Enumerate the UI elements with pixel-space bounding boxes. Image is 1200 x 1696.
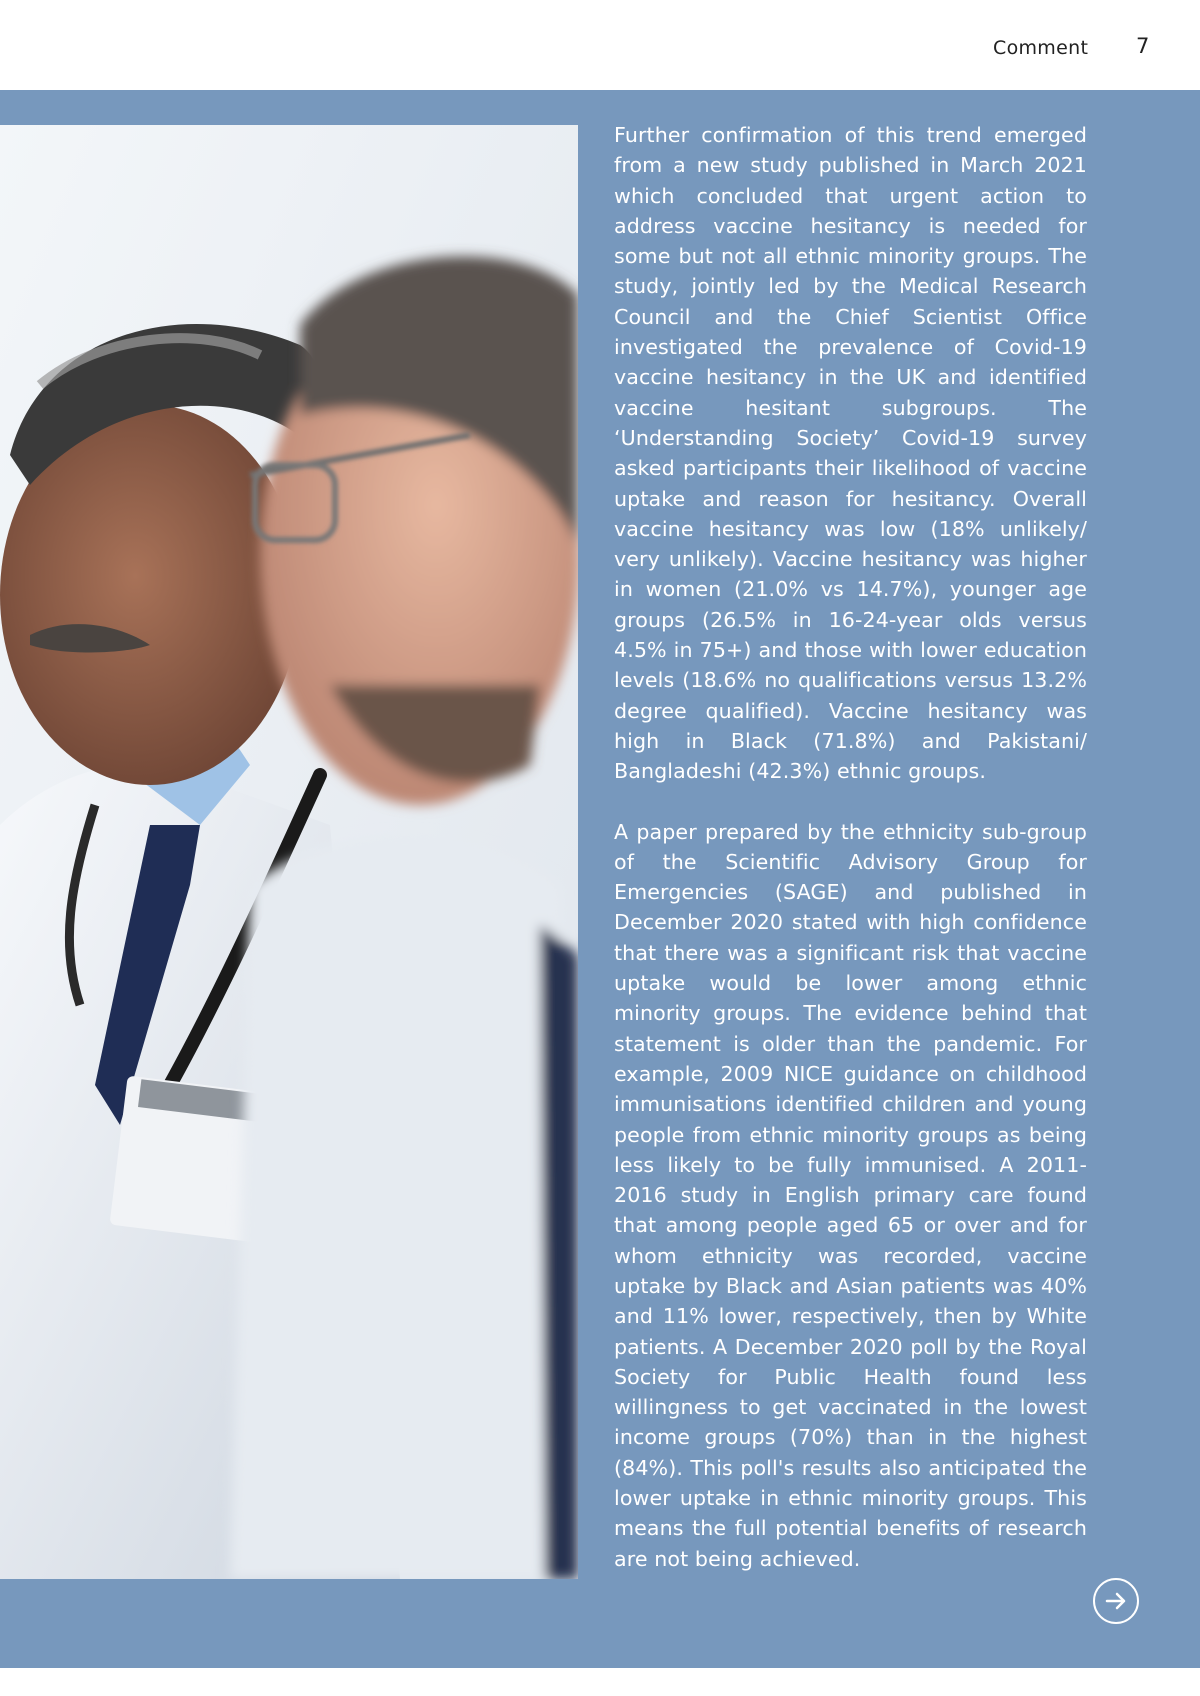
next-page-button[interactable]	[1093, 1578, 1139, 1624]
article-paragraph-2: A paper prepared by the ethnicity sub-group of the Scientific Advisory Group for Emergencies (SAGE) and published in December 2020 stated with high confidence that there was a significant risk that vaccine uptake would be lower among ethnic minority groups. The evidence behind that statement is older than the pandemic. For example, 2009 NICE guidance on childhood immunisations identified children and young people from ethnic minority groups as being less likely to be fully immunised. A 2011-2016 study in English primary care found that among people aged 65 or over and for whom ethnicity was recorded, vaccine uptake by Black and Asian patients was 40% and 11% lower, respectively, then by White patients. A December 2020 poll by the Royal Society for Public Health found less willingness to get vaccinated in the lowest income groups (70%) than in the highest (84%). This poll's results also anticipated the lower uptake in ethnic minority groups. This means the full potential benefits of research are not being achieved.	[614, 819, 1087, 1571]
section-label: Comment	[993, 37, 1089, 59]
page-number: 7	[1136, 34, 1150, 58]
doctors-photo	[0, 125, 578, 1579]
article-body	[614, 120, 1087, 1604]
page-header	[0, 0, 1200, 90]
arrow-right-circle-icon	[1103, 1588, 1129, 1614]
article-paragraph-1: Further confirmation of this trend emerged from a new study published in March 2021 which concluded that urgent action to address vaccine hesitancy is needed for some but not all ethnic minority groups. The study, jointly led by the Medical Research Council and the Chief Scientist Office investigated the prevalence of Covid-19 vaccine hesitancy in the UK and identified vaccine hesitant subgroups. The ‘Understanding Society’ Covid-19 survey asked participants their likelihood of vaccine uptake and reason for hesitancy. Overall vaccine hesitancy was low (18% unlikely/ very unlikely). Vaccine hesitancy was higher in women (21.0% vs 14.7%), younger age groups (26.5% in 16-24-year olds versus 4.5% in 75+) and those with lower education levels (18.6% no qualifications versus 13.2% degree qualified). Vaccine hesitancy was high in Black (71.8%) and Pakistani/ Bangladeshi (42.3%) ethnic groups.	[614, 123, 1087, 784]
